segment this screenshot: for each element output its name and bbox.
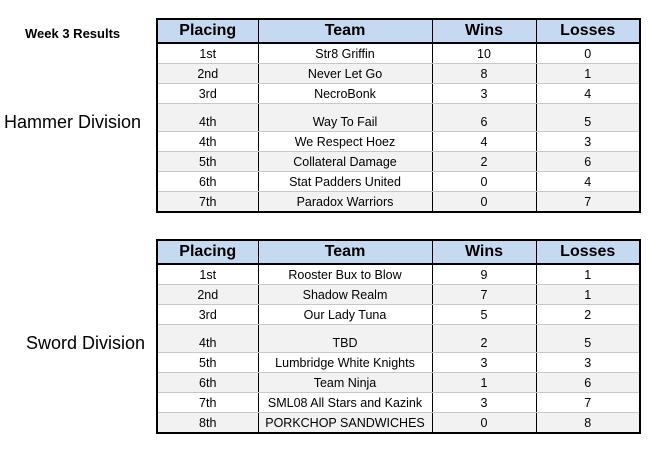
cell-losses: 6 [536,152,640,172]
page-title: Week 3 Results [25,26,121,41]
column-header-losses: Losses [536,240,640,264]
cell-losses: 6 [536,373,640,393]
cell-placing: 6th [157,172,258,192]
hammer-division-label: Hammer Division [4,112,142,132]
table-row [157,152,640,172]
cell-wins: 3 [432,393,536,413]
table-row [157,104,640,132]
column-header-team: Team [258,240,432,264]
cell-team: Way To Fail [258,104,432,132]
cell-wins: 2 [432,152,536,172]
cell-losses: 7 [536,192,640,213]
table-row [157,172,640,192]
table-row [157,353,640,373]
cell-losses: 3 [536,132,640,152]
table-header-row [157,240,640,264]
cell-placing: 2nd [157,64,258,84]
cell-team: TBD [258,325,432,353]
column-header-losses: Losses [536,19,640,43]
cell-team: Str8 Griffin [258,43,432,64]
cell-wins: 3 [432,353,536,373]
cell-losses: 8 [536,413,640,434]
cell-wins: 5 [432,305,536,325]
cell-wins: 6 [432,104,536,132]
cell-placing: 2nd [157,285,258,305]
cell-losses: 5 [536,104,640,132]
cell-wins: 4 [432,132,536,152]
hammer-standings-table [156,18,641,213]
cell-team: We Respect Hoez [258,132,432,152]
cell-losses: 5 [536,325,640,353]
cell-losses: 1 [536,264,640,285]
cell-placing: 8th [157,413,258,434]
cell-wins: 0 [432,172,536,192]
cell-wins: 0 [432,413,536,434]
cell-placing: 5th [157,353,258,373]
cell-placing: 6th [157,373,258,393]
table-row [157,413,640,434]
cell-team: Team Ninja [258,373,432,393]
table-row [157,64,640,84]
table-row [157,84,640,104]
cell-losses: 0 [536,43,640,64]
table-row [157,305,640,325]
cell-placing: 1st [157,43,258,64]
cell-losses: 4 [536,172,640,192]
cell-placing: 5th [157,152,258,172]
cell-team: Never Let Go [258,64,432,84]
cell-team: Shadow Realm [258,285,432,305]
cell-team: Lumbridge White Knights [258,353,432,373]
column-header-placing: Placing [157,19,258,43]
cell-placing: 3rd [157,84,258,104]
sword-standings-table [156,239,641,434]
table-row [157,393,640,413]
table-row [157,43,640,64]
cell-losses: 1 [536,64,640,84]
cell-wins: 9 [432,264,536,285]
cell-wins: 7 [432,285,536,305]
table-row [157,325,640,353]
cell-placing: 7th [157,192,258,213]
cell-team: Stat Padders United [258,172,432,192]
table-row [157,192,640,213]
cell-placing: 7th [157,393,258,413]
table-row [157,264,640,285]
cell-placing: 1st [157,264,258,285]
column-header-team: Team [258,19,432,43]
cell-team: PORKCHOP SANDWICHES [258,413,432,434]
cell-wins: 3 [432,84,536,104]
cell-losses: 4 [536,84,640,104]
cell-team: NecroBonk [258,84,432,104]
sword-division-label: Sword Division [26,333,146,353]
cell-team: SML08 All Stars and Kazink [258,393,432,413]
column-header-placing: Placing [157,240,258,264]
cell-team: Rooster Bux to Blow [258,264,432,285]
cell-placing: 4th [157,325,258,353]
cell-placing: 4th [157,104,258,132]
cell-wins: 1 [432,373,536,393]
cell-wins: 10 [432,43,536,64]
cell-team: Paradox Warriors [258,192,432,213]
cell-losses: 2 [536,305,640,325]
column-header-wins: Wins [432,240,536,264]
cell-losses: 3 [536,353,640,373]
table-row [157,132,640,152]
cell-placing: 4th [157,132,258,152]
cell-placing: 3rd [157,305,258,325]
cell-losses: 7 [536,393,640,413]
column-header-wins: Wins [432,19,536,43]
table-row [157,285,640,305]
cell-team: Our Lady Tuna [258,305,432,325]
table-row [157,373,640,393]
cell-team: Collateral Damage [258,152,432,172]
cell-wins: 0 [432,192,536,213]
table-header-row [157,19,640,43]
cell-wins: 2 [432,325,536,353]
cell-wins: 8 [432,64,536,84]
cell-losses: 1 [536,285,640,305]
